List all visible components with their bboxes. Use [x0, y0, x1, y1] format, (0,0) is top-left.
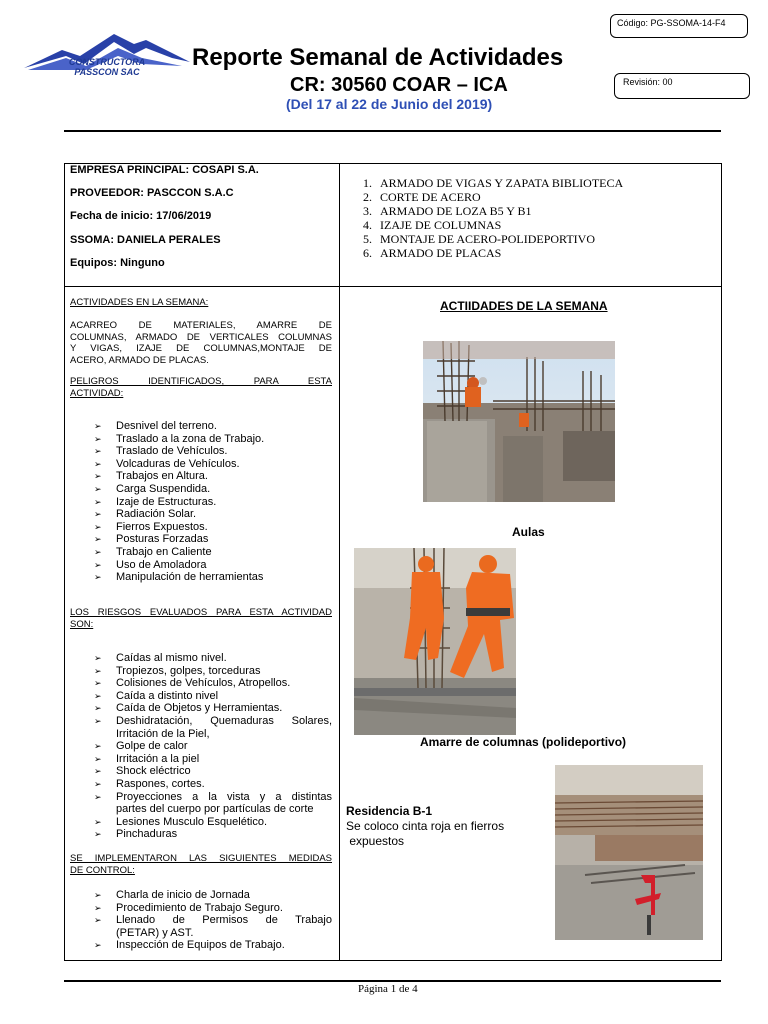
project-code-title: CR: 30560 COAR – ICA [290, 74, 508, 96]
controls-heading-line: DE CONTROL: [70, 864, 135, 876]
list-item [70, 702, 332, 715]
list-item [70, 902, 332, 915]
task-item [350, 246, 710, 260]
list-item [70, 677, 332, 690]
list-item [70, 778, 332, 791]
task-text: CORTE DE ACERO [380, 190, 481, 204]
bullet-arrow-icon: ➢ [94, 678, 102, 689]
list-item [70, 889, 332, 902]
bullet-arrow-icon: ➢ [94, 446, 102, 457]
activities-line: ACERO, ARMADO DE PLACAS. [70, 354, 209, 366]
task-text: ARMADO DE VIGAS Y ZAPATA BIBLIOTECA [380, 176, 624, 190]
list-item [70, 571, 332, 584]
list-item-line: Colisiones de Vehículos, Atropellos. [116, 677, 291, 690]
list-item-line: Uso de Amoladora [116, 558, 207, 571]
residencia-title: Residencia B-1 [346, 804, 433, 818]
list-item-line: Caídas al mismo nivel. [116, 652, 227, 664]
list-item [70, 753, 332, 766]
list-item [70, 445, 332, 458]
bullet-arrow-icon: ➢ [94, 890, 102, 900]
bullet-arrow-icon: ➢ [94, 521, 102, 532]
list-item-line: Carga Suspendida. [116, 482, 211, 495]
list-item-line: Lesiones Musculo Esquelético. [116, 815, 268, 828]
list-item-text [116, 690, 332, 703]
task-number: 4. [363, 218, 372, 232]
list-item-text [116, 458, 332, 471]
bullet-arrow-icon: ➢ [94, 703, 102, 714]
list-item-line: Tropiezos, golpes, torceduras [116, 664, 261, 677]
bullet-arrow-icon: ➢ [94, 471, 102, 482]
page-number: Página 1 de 4 [358, 983, 418, 995]
list-item-line: Fierros Expuestos. [116, 520, 208, 533]
bullet-arrow-icon: ➢ [94, 778, 102, 789]
list-item-text [116, 546, 332, 559]
list-item [70, 740, 332, 753]
activities-heading: ACTIVIDADES EN LA SEMANA: [70, 297, 209, 308]
list-item-text [116, 740, 332, 753]
list-item-line: Golpe de calor [116, 740, 188, 753]
bullet-arrow-icon: ➢ [94, 829, 102, 840]
bullet-arrow-icon: ➢ [94, 559, 102, 570]
task-number: 1. [363, 176, 372, 190]
list-item-text [116, 665, 332, 678]
list-item-line: Posturas Forzadas [116, 533, 209, 546]
header-divider [64, 130, 721, 132]
list-item-line: Deshidratación, Quemaduras Solares, [116, 714, 332, 727]
footer-divider [64, 980, 721, 982]
list-item [70, 652, 332, 665]
company-main: EMPRESA PRINCIPAL: COSAPI S.A. [70, 164, 259, 176]
list-item-line: Manipulación de herramientas [116, 571, 264, 584]
document-code: Código: PG-SSOMA-14-F4 [617, 18, 726, 28]
logo-line-1: CONSTRUCTORA [68, 57, 146, 67]
bullet-arrow-icon: ➢ [94, 433, 102, 444]
controls-heading-line: SE IMPLEMENTARON LAS SIGUIENTES MEDIDAS [70, 853, 332, 864]
residencia-description-line: expuestos [346, 834, 405, 848]
list-item [70, 665, 332, 678]
list-item-text [116, 765, 332, 778]
list-item-line: Raspones, cortes. [116, 777, 205, 790]
bullet-arrow-icon: ➢ [94, 572, 102, 583]
equipment: Equipos: Ninguno [70, 257, 165, 269]
list-item-text [116, 521, 332, 534]
list-item-text [116, 791, 332, 816]
hazards-heading-line: ACTIVIDAD: [70, 387, 124, 399]
list-item-text [116, 914, 332, 939]
activities-line: ACARREO DE MATERIALES, AMARRE DE [70, 320, 332, 331]
list-item-line: Traslado de Vehículos. [116, 445, 228, 458]
list-item-text [116, 508, 332, 521]
ssoma-responsible: SSOMA: DANIELA PERALES [70, 234, 221, 246]
list-item-line: Traslado a la zona de Trabajo. [116, 432, 265, 445]
list-item [70, 533, 332, 546]
photo-amarre-columnas [354, 548, 516, 735]
list-item-line: (PETAR) y AST. [116, 926, 194, 939]
photo-residencia-b1 [555, 765, 703, 940]
list-item-text [116, 559, 332, 572]
date-range: (Del 17 al 22 de Junio del 2019) [286, 96, 493, 112]
list-item [70, 458, 332, 471]
list-item-text [116, 702, 332, 715]
list-item [70, 914, 332, 939]
task-list [350, 176, 710, 260]
bullet-arrow-icon: ➢ [94, 816, 102, 827]
list-item-line: Llenado de Permisos de Trabajo [116, 914, 332, 927]
list-item-line: Charla de inicio de Jornada [116, 889, 250, 901]
controls-heading [70, 853, 332, 876]
activities-line: Y VIGAS, IZAJE DE COLUMNAS,MONTAJE DE [70, 343, 332, 354]
list-item [70, 496, 332, 509]
list-item-text [116, 902, 332, 915]
list-item-text [116, 433, 332, 446]
bullet-arrow-icon: ➢ [94, 546, 102, 557]
bullet-arrow-icon: ➢ [94, 690, 102, 701]
list-item [70, 791, 332, 816]
list-item-line: Irritación a la piel [116, 752, 200, 765]
task-item [350, 190, 710, 204]
list-item-text [116, 828, 332, 841]
bullet-arrow-icon: ➢ [94, 741, 102, 752]
list-item-line: Caída a distinto nivel [116, 689, 219, 702]
logo-line-2: PASSCON SAC [74, 67, 140, 77]
bullet-arrow-icon: ➢ [94, 496, 102, 507]
task-text: MONTAJE DE ACERO-POLIDEPORTIVO [380, 232, 595, 246]
list-item-line: Pinchaduras [116, 828, 178, 841]
list-item-text [116, 571, 332, 584]
list-item-text [116, 470, 332, 483]
task-number: 5. [363, 232, 372, 246]
activities-line: COLUMNAS, ARMADO DE VERTICALES COLUMNAS [70, 331, 332, 343]
list-item-line: Inspección de Equipos de Trabajo. [116, 939, 285, 952]
list-item-text [116, 753, 332, 766]
risks-heading [70, 607, 332, 630]
risks-heading-line: LOS RIESGOS EVALUADOS PARA ESTA ACTIVIDAD [70, 607, 332, 618]
list-item [70, 521, 332, 534]
controls-list [70, 889, 332, 952]
list-item [70, 483, 332, 496]
list-item-line: Trabajo en Caliente [116, 545, 212, 558]
task-number: 3. [363, 204, 372, 218]
caption-aulas: Aulas [512, 525, 545, 539]
list-item-line: Desnivel del terreno. [116, 420, 217, 432]
list-item-text [116, 420, 332, 433]
list-item-line: Trabajos en Altura. [116, 470, 208, 483]
task-item [350, 232, 710, 246]
list-item-text [116, 496, 332, 509]
start-date: Fecha de inicio: 17/06/2019 [70, 210, 212, 222]
column-divider [339, 163, 340, 961]
company-logo [22, 28, 192, 94]
task-number: 2. [363, 190, 372, 204]
bullet-arrow-icon: ➢ [94, 766, 102, 777]
document-code-box [610, 14, 748, 38]
list-item-text [116, 889, 332, 902]
list-item-line: Radiación Solar. [116, 508, 197, 521]
activities-text [70, 320, 332, 366]
list-item [70, 765, 332, 778]
hazards-heading [70, 376, 332, 399]
revision-box [614, 73, 750, 99]
list-item [70, 433, 332, 446]
list-item [70, 559, 332, 572]
bullet-arrow-icon: ➢ [94, 534, 102, 545]
task-item [350, 176, 710, 190]
revision-label: Revisión: 00 [623, 77, 673, 87]
risks-heading-line: SON: [70, 618, 94, 630]
bullet-arrow-icon: ➢ [94, 509, 102, 520]
task-item [350, 204, 710, 218]
list-item-line: Irritación de la Piel, [116, 727, 210, 740]
task-number: 6. [363, 246, 372, 260]
list-item-text [116, 652, 332, 665]
page-title: Reporte Semanal de Actividades [192, 44, 564, 71]
list-item-text [116, 939, 332, 952]
bullet-arrow-icon: ➢ [94, 458, 102, 469]
list-item [70, 715, 332, 740]
risks-list [70, 652, 332, 841]
bullet-arrow-icon: ➢ [94, 483, 102, 494]
list-item [70, 546, 332, 559]
task-text: IZAJE DE COLUMNAS [380, 218, 502, 232]
bullet-arrow-icon: ➢ [94, 791, 102, 802]
list-item-line: Caída de Objetos y Herramientas. [116, 702, 283, 715]
list-item [70, 690, 332, 703]
task-text: ARMADO DE PLACAS [380, 246, 502, 260]
list-item-text [116, 483, 332, 496]
bullet-arrow-icon: ➢ [94, 715, 102, 726]
list-item-line: Proyecciones a la vista y a distintas [116, 790, 332, 803]
bullet-arrow-icon: ➢ [94, 665, 102, 676]
list-item-text [116, 715, 332, 740]
list-item-text [116, 677, 332, 690]
list-item-line: partes del cuerpo por partículas de corte [116, 803, 314, 816]
bullet-arrow-icon: ➢ [94, 421, 102, 431]
list-item [70, 939, 332, 952]
provider: PROVEEDOR: PASCCON S.A.C [70, 187, 234, 199]
list-item-text [116, 533, 332, 546]
list-item-text [116, 778, 332, 791]
caption-amarre-columnas: Amarre de columnas (polideportivo) [420, 735, 627, 749]
bullet-arrow-icon: ➢ [94, 940, 102, 951]
residencia-description [346, 819, 504, 849]
bullet-arrow-icon: ➢ [94, 653, 102, 663]
list-item-line: Procedimiento de Trabajo Seguro. [116, 901, 283, 914]
list-item-line: Shock eléctrico [116, 765, 191, 778]
task-item [350, 218, 710, 232]
hazards-list [70, 420, 332, 584]
row-divider [64, 286, 722, 287]
photos-heading: ACTIIDADES DE LA SEMANA [440, 299, 608, 313]
task-text: ARMADO DE LOZA B5 Y B1 [380, 204, 532, 218]
list-item [70, 508, 332, 521]
list-item [70, 828, 332, 841]
list-item-line: Volcaduras de Vehículos. [116, 457, 240, 470]
bullet-arrow-icon: ➢ [94, 902, 102, 913]
bullet-arrow-icon: ➢ [94, 915, 102, 926]
list-item [70, 470, 332, 483]
residencia-description-line: Se coloco cinta roja en fierros [346, 819, 505, 833]
list-item-line: Izaje de Estructuras. [116, 495, 217, 508]
hazards-heading-line: PELIGROS IDENTIFICADOS, PARA ESTA [70, 376, 332, 387]
photo-aulas [423, 341, 615, 502]
list-item [70, 816, 332, 829]
bullet-arrow-icon: ➢ [94, 753, 102, 764]
list-item [70, 420, 332, 433]
list-item-text [116, 445, 332, 458]
list-item-text [116, 816, 332, 829]
